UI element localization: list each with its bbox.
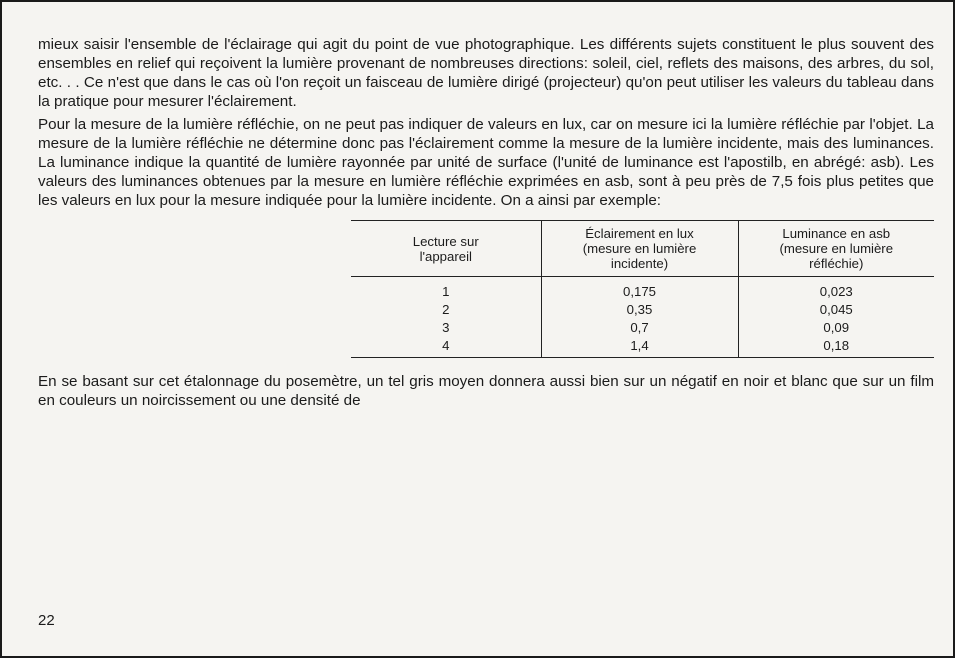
table-row bbox=[351, 337, 934, 358]
table-cell: 3 bbox=[442, 320, 450, 336]
table-cell: 0,045 bbox=[738, 301, 934, 319]
table-cell: 0,7 bbox=[541, 319, 738, 337]
measurement-table-container bbox=[351, 220, 934, 358]
paragraph: En se basant sur cet étalonnage du posemètre, un tel gris moyen donnera aussi bien sur un négatif en noir et blanc que sur un film en couleurs un noircissement ou une densité de bbox=[38, 373, 934, 409]
table-cell: 4 bbox=[351, 337, 541, 358]
table-cell: 0,175 bbox=[541, 277, 738, 302]
page-content bbox=[38, 35, 934, 410]
table-row bbox=[351, 319, 934, 337]
header-line: l'appareil bbox=[419, 248, 472, 264]
table-header-reading bbox=[351, 221, 541, 277]
paragraph: mieux saisir l'ensemble de l'éclairage qui agit du point de vue photographique. Les différents sujets constituent le plus souvent des ensembles en relief qui reçoivent la lumière provenant de nombreuses directions: soleil, ciel, reflets des maisons, des arbres, du sol, etc. . . Ce n'est que dans le cas où l'on reçoit un faisceau de lumière dirigé (projecteur) qu'on peut utiliser les valeurs du tableau dans la pratique pour mesurer l'éclairement. bbox=[38, 36, 934, 110]
table-header-luminance bbox=[738, 221, 934, 277]
header-line: Lecture sur bbox=[412, 233, 479, 249]
table-header-illuminance bbox=[541, 221, 738, 277]
header-line: réfléchie) bbox=[809, 256, 864, 271]
table-cell: 0,35 bbox=[541, 301, 738, 319]
table-cell: 1 bbox=[442, 284, 450, 300]
table-cell: 0,023 bbox=[738, 277, 934, 302]
header-line: (mesure en lumière bbox=[779, 241, 894, 256]
page-number: 22 bbox=[38, 612, 55, 629]
header-line: Éclairement en lux bbox=[585, 226, 694, 241]
table-cell: 2 bbox=[442, 302, 450, 318]
header-line: incidente) bbox=[610, 256, 669, 271]
table-row bbox=[351, 277, 934, 302]
paragraph: Pour la mesure de la lumière réfléchie, on ne peut pas indiquer de valeurs en lux, car on mesure ici la lumière réfléchie par l'objet. La mesure de la lumière réfléchie ne détermine donc pas l'éclairement comme la mesure de la lumière incidente, mais des luminances. La luminance indique la quantité de lumière rayonnée par unité de surface (l'unité de luminance est l'apostilb, en abrégé: asb). Les valeurs des luminances obtenues par la mesure en lumière réfléchie exprimées en asb, sont à peu près de 7,5 fois plus petites que les valeurs en lux pour la mesure indiquée pour la lumière incidente. On a ainsi par exemple: bbox=[38, 116, 934, 209]
header-line: (mesure en lumière bbox=[582, 241, 697, 256]
table-row bbox=[351, 301, 934, 319]
table-cell: 0,09 bbox=[738, 319, 934, 337]
table-cell: 0,18 bbox=[738, 337, 934, 358]
measurement-table bbox=[351, 220, 934, 358]
table-cell: 1,4 bbox=[541, 337, 738, 358]
header-line: Luminance en asb bbox=[782, 226, 891, 241]
table-header-row bbox=[351, 221, 934, 277]
